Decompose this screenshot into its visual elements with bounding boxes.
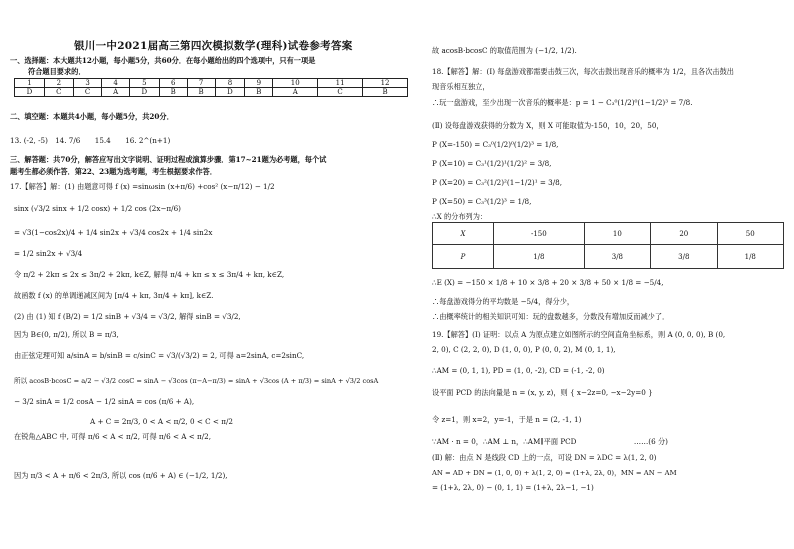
section3-heading-cont: 题考生都必须作答．第22、23题为选考题，考生根据要求作答． xyxy=(10,167,217,176)
answer-number: 9 xyxy=(245,79,273,88)
q17-line: 由正弦定理可知 a/sinA = b/sinB = c/sinC = √3/(√3/2) = 2, 可得 a=2sinA, c=2sinC, xyxy=(14,351,305,360)
dist-cell: X xyxy=(433,223,494,245)
dist-cell: 20 xyxy=(651,223,717,245)
section1-heading-cont: 符合题目要求的． xyxy=(28,67,86,76)
answer-letter: C xyxy=(318,88,363,97)
q19-line: AN = AD + DN = (1, 0, 0) + λ(1, 2, 0) = (1+λ, 2λ, 0)，MN = AN − AM xyxy=(432,469,677,477)
q18-line: (Ⅱ) 设每盘游戏获得的分数为 X，则 X 可能取值为-150，10，20，50， xyxy=(432,121,664,130)
answer-number: 11 xyxy=(318,79,363,88)
answer-table-numbers xyxy=(15,79,408,88)
answer-letter: C xyxy=(44,88,73,97)
q18-line: ∴X 的分布列为： xyxy=(432,212,488,221)
q18-line: ∴玩一盘游戏，至少出现一次音乐的概率是：p = 1 − C₃⁰(1/2)⁰(1−1/2)³ = 7/8. xyxy=(432,98,693,107)
q17-line: − 3/2 sinA = 1/2 cosA − 1/2 sinA = cos (π/6 + A), xyxy=(14,397,195,406)
q19-line: 2, 0), C (2, 2, 0), D (1, 0, 0), P (0, 0, 2), M (0, 1, 1), xyxy=(432,345,616,354)
answer-number: 4 xyxy=(102,79,129,88)
distribution-row-x xyxy=(433,223,784,245)
q18-line: P (X=20) = C₃²(1/2)²(1−1/2)¹ = 3/8, xyxy=(432,178,563,187)
q19-line: 令 z=1，则 x=2，y=-1，于是 n = (2, -1, 1) xyxy=(432,415,582,424)
q17-line: = 1/2 sin2x + √3/4 xyxy=(14,249,83,258)
answer-letter: D xyxy=(215,88,245,97)
answer-letter: B xyxy=(363,88,408,97)
section1-heading: 一、选择题：本大题共12小题，每小题5分，共60分．在每小题给出的四个选项中，只有一项是 xyxy=(10,56,316,65)
answer-letter: C xyxy=(73,88,102,97)
dist-cell: 3/8 xyxy=(651,245,717,269)
answer-letter: B xyxy=(245,88,273,97)
q19-line: 设平面 PCD 的法向量是 n = (x, y, z)，则 { x−2z=0, −x−2y=0 } xyxy=(432,388,653,397)
q18-line: ∴由概率统计的相关知识可知：玩的盘数越多，分数没有增加反而减少了． xyxy=(432,312,670,321)
dist-cell: 10 xyxy=(584,223,650,245)
q18-line: P (X=-150) = C₃⁰(1/2)⁰(1/2)³ = 1/8, xyxy=(432,140,559,149)
q19-line: = (1+λ, 2λ, 0) − (0, 1, 1) = (1+λ, 2λ−1, −1) xyxy=(432,483,594,492)
q18-line: ∴每盘游戏得分的平均数是 −5/4，得分少， xyxy=(432,297,575,306)
distribution-row-p xyxy=(433,245,784,269)
answer-number: 1 xyxy=(15,79,45,88)
q18-line: P (X=50) = C₃³(1/2)³ = 1/8, xyxy=(432,197,532,206)
answer-letter: B xyxy=(187,88,215,97)
answer-letter: D xyxy=(15,88,45,97)
q18-line: ∴E (X) = −150 × 1/8 + 10 × 3/8 + 20 × 3/8 + 50 × 1/8 = −5/4, xyxy=(432,278,664,287)
section2-answers: 13. (-2, -5) 14. 7/6 15.4 16. 2^(n+1) xyxy=(10,136,171,145)
answer-number: 12 xyxy=(363,79,408,88)
dist-cell: 1/8 xyxy=(717,245,783,269)
q17-line: sinx (√3/2 sinx + 1/2 cosx) + 1/2 cos (2x−π/6) xyxy=(14,204,181,213)
q17-line: 所以 acosB·bcosC = a/2 − √3/2 cosC = sinA − √3cos (π−A−π/3) = sinA + √3cos (A + π/3) = sinA + √3/2 cosA xyxy=(14,377,379,385)
dist-cell: P xyxy=(433,245,494,269)
dist-cell: 3/8 xyxy=(584,245,650,269)
answer-number: 3 xyxy=(73,79,102,88)
q17-line: 17.【解答】解：(1) 由题意可得 f (x) =sinωsin (x+π/6) +cos² (x−π/12) − 1/2 xyxy=(10,182,275,191)
q19-line: ∴AM = (0, 1, 1), PD = (1, 0, -2), CD = (-1, -2, 0) xyxy=(432,366,605,375)
answer-number: 7 xyxy=(187,79,215,88)
q17-line: 令 π/2 + 2kπ ≤ 2x ≤ 3π/2 + 2kπ, k∈Z, 解得 π/4 + kπ ≤ x ≤ 3π/4 + kπ, k∈Z, xyxy=(14,270,285,279)
q18-line: 现音乐相互独立， xyxy=(432,82,490,91)
answer-number: 5 xyxy=(129,79,159,88)
dist-cell: -150 xyxy=(494,223,585,245)
answer-letter: A xyxy=(273,88,318,97)
answer-letter: A xyxy=(102,88,129,97)
q19-line: ∵AM · n = 0，∴AM ⊥ n，∴AM∥平面 PCD ……(6 分) xyxy=(432,437,668,446)
section3-heading: 三、解答题：共70分，解答应写出文字说明、证明过程或演算步骤．第17~21题为必考题，每个试 xyxy=(10,155,327,164)
answer-number: 8 xyxy=(215,79,245,88)
q17-line: = √3(1−cos2x)/4 + 1/4 sin2x + √3/4 cos2x + 1/4 sin2x xyxy=(14,228,213,237)
q19-line: 19.【解答】(Ⅰ) 证明：以点 A 为原点建立如图所示的空间直角坐标系，则 A (0, 0, 0), B (0, xyxy=(432,330,726,339)
answer-number: 2 xyxy=(44,79,73,88)
section2-heading: 二、填空题：本题共4小题，每小题5分，共20分． xyxy=(10,112,174,121)
q18-line: 18.【解答】解：(Ⅰ) 每盘游戏都需要击鼓三次，每次击鼓出现音乐的概率为 1/2，且各次击鼓出 xyxy=(432,67,734,76)
q17-line: 故函数 f (x) 的单调递减区间为 [π/4 + kπ, 3π/4 + kπ], k∈Z. xyxy=(14,291,214,300)
q18-line: P (X=10) = C₃¹(1/2)¹(1/2)² = 3/8, xyxy=(432,159,552,168)
q17-line: 因为 π/3 < A + π/6 < 2π/3, 所以 cos (π/6 + A) ∈ (−1/2, 1/2), xyxy=(14,471,228,480)
page-title: 银川一中2021届高三第四次模拟数学(理科)试卷参考答案 xyxy=(74,40,353,52)
q17-line: (2) 由 (1) 知 f (B/2) = 1/2 sinB + √3/4 = √3/2, 解得 sinB = √3/2, xyxy=(14,312,241,321)
q19-line: (Ⅱ) 解：由点 N 是线段 CD 上的一点，可设 DN = λDC = λ(1, 2, 0) xyxy=(432,453,657,462)
q17-line: 因为 B∈(0, π/2), 所以 B = π/3, xyxy=(14,330,119,339)
q17-conclusion: 故 acosB·bcosC 的取值范围为 (−1/2, 1/2). xyxy=(432,46,577,55)
answer-table-letters xyxy=(15,88,408,97)
q17-line: 在锐角△ABC 中, 可得 π/6 < A < π/2, 可得 π/6 < A < π/2, xyxy=(14,432,212,441)
answer-letter: D xyxy=(129,88,159,97)
answer-table xyxy=(14,78,408,97)
answer-number: 10 xyxy=(273,79,318,88)
dist-cell: 50 xyxy=(717,223,783,245)
dist-cell: 1/8 xyxy=(494,245,585,269)
answer-letter: B xyxy=(159,88,187,97)
q17-line: A + C = 2π/3, 0 < A < π/2, 0 < C < π/2 xyxy=(90,417,233,426)
distribution-table xyxy=(432,222,784,269)
answer-number: 6 xyxy=(159,79,187,88)
